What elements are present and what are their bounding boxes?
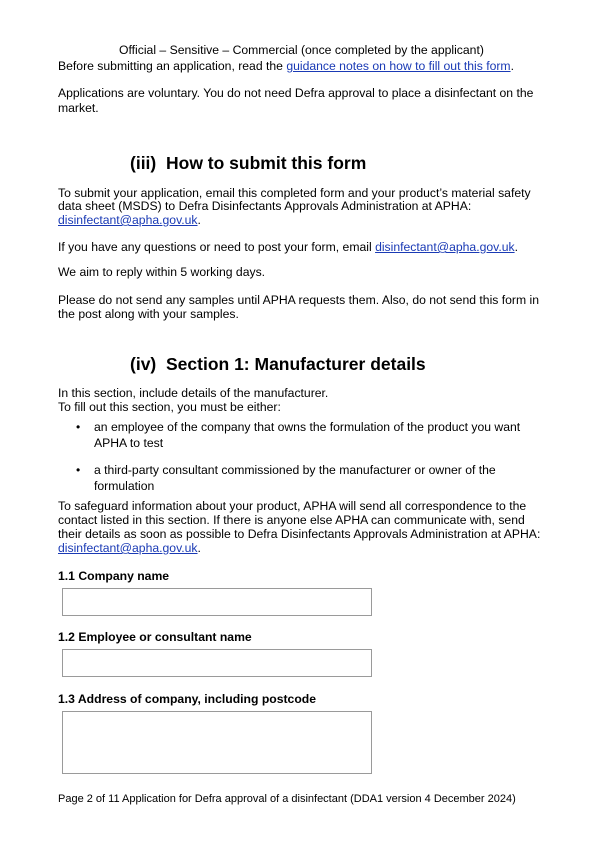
disinfectant-email-link[interactable]: disinfectant@apha.gov.uk — [58, 213, 198, 227]
eligibility-list — [76, 420, 546, 494]
submit-paragraph-line1: To submit your application, email this completed form and your product’s material safety — [58, 186, 531, 200]
safeguard-paragraph-line4: disinfectant@apha.gov.uk. — [58, 541, 201, 555]
page-footer: Page 2 of 11 Application for Defra approval of a disinfectant (DDA1 version 4 December 2024) — [58, 793, 516, 805]
list-item: • a third-party consultant commissioned by the manufacturer or owner of the formulation — [76, 463, 496, 493]
safeguard-paragraph-line1: To safeguard information about your product, APHA will send all correspondence to the — [58, 499, 527, 513]
submit-paragraph-line2: data sheet (MSDS) to Defra Disinfectants Approvals Administration at APHA: — [58, 199, 472, 213]
bullet-icon: • — [76, 420, 81, 434]
manufacturer-intro-line2: To fill out this section, you must be either: — [58, 400, 281, 414]
guidance-notes-link[interactable]: guidance notes on how to fill out this form — [286, 59, 511, 73]
safeguard-paragraph-line3: their details as soon as possible to Defra Disinfectants Approvals Administration at APHA: — [58, 527, 541, 541]
company-name-label: 1.1 Company name — [58, 569, 170, 583]
section-heading-how-to-submit: (iii) How to submit this form — [130, 153, 367, 173]
company-address-textarea[interactable] — [62, 711, 372, 774]
company-name-input[interactable] — [62, 588, 372, 616]
section-heading-manufacturer-details: (iv) Section 1: Manufacturer details — [130, 354, 426, 374]
employee-name-label: 1.2 Employee or consultant name — [58, 630, 252, 644]
intro-paragraph-voluntary-line1: Applications are voluntary. You do not need Defra approval to place a disinfectant on the — [58, 86, 534, 100]
reply-time-paragraph: We aim to reply within 5 working days. — [58, 265, 266, 279]
samples-paragraph-line1: Please do not send any samples until APHA requests them. Also, do not send this form in — [58, 293, 539, 307]
bullet-icon: • — [76, 463, 81, 477]
intro-paragraph-voluntary-line2: market. — [58, 101, 99, 115]
disinfectant-email-link[interactable]: disinfectant@apha.gov.uk — [58, 541, 198, 555]
disinfectant-email-link[interactable]: disinfectant@apha.gov.uk — [375, 240, 515, 254]
submit-paragraph-line3: disinfectant@apha.gov.uk. — [58, 213, 201, 227]
classification-header: Official – Sensitive – Commercial (once completed by the applicant) — [119, 43, 484, 57]
company-address-label: 1.3 Address of company, including postcode — [58, 692, 317, 706]
intro-paragraph-guidance: Before submitting an application, read the guidance notes on how to fill out this form. — [58, 59, 514, 73]
questions-paragraph: If you have any questions or need to post your form, email disinfectant@apha.gov.uk. — [58, 240, 518, 254]
list-item: • an employee of the company that owns the formulation of the product you want APHA to test — [76, 420, 521, 450]
safeguard-paragraph-line2: contact listed in this section. If there is anyone else APHA can communicate with, send — [58, 513, 525, 527]
samples-paragraph-line2: the post along with your samples. — [58, 307, 239, 321]
manufacturer-intro-line1: In this section, include details of the manufacturer. — [58, 386, 329, 400]
employee-name-input[interactable] — [62, 649, 372, 677]
